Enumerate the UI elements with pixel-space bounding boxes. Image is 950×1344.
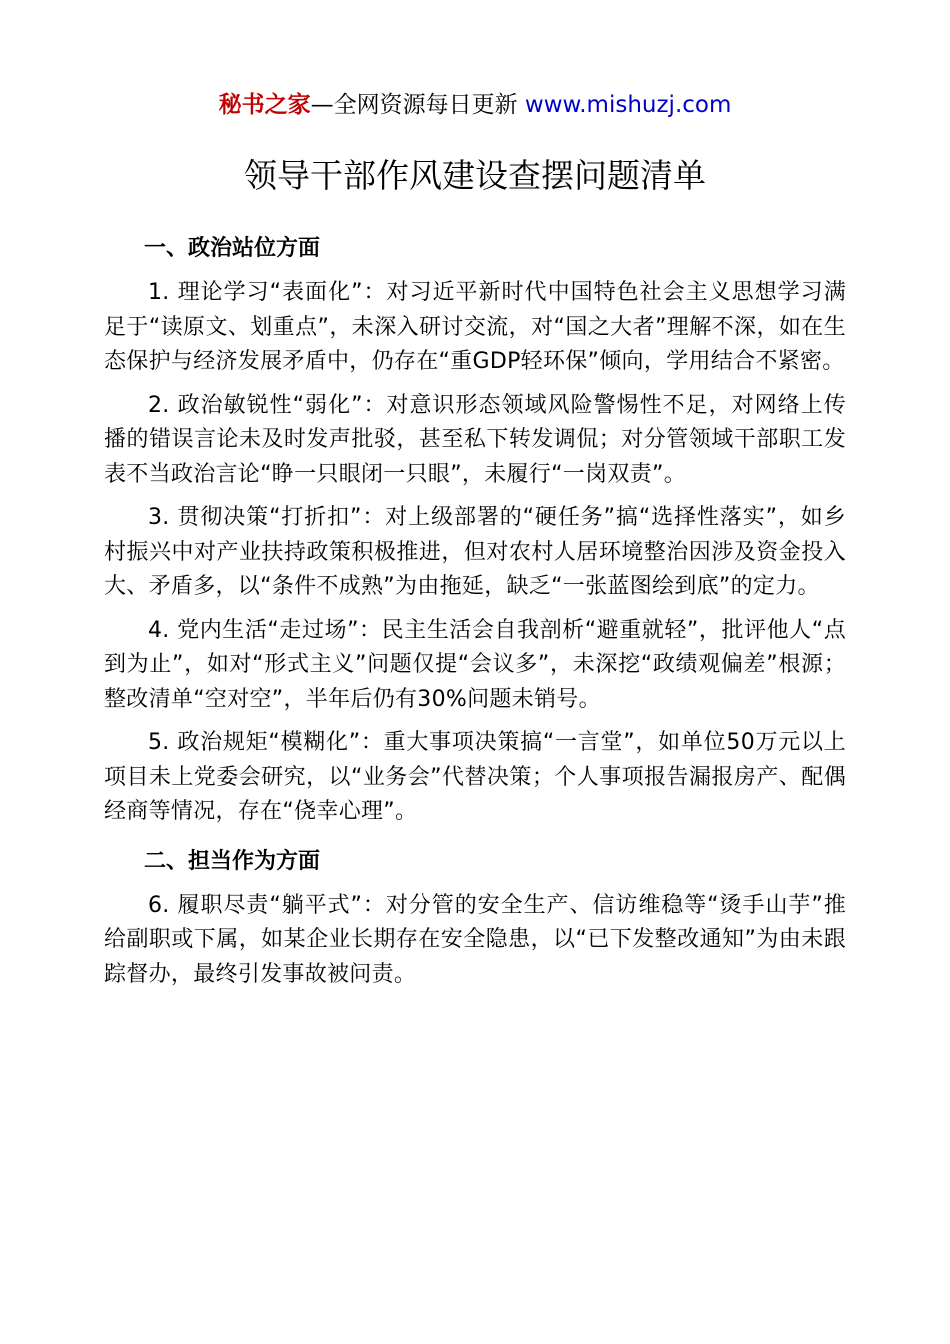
- list-item: 6. 履职尽责“躺平式”：对分管的安全生产、信访维稳等“烫手山芋”推给副职或下属，如某企业长期存在安全隐患，以“已下发整改通知”为由未跟踪督办，最终引发事故被问责。: [104, 892, 846, 987]
- section-heading-political: 一、政治站位方面: [144, 236, 321, 261]
- site-tagline: —全网资源每日更新: [310, 92, 518, 118]
- list-item: 4. 党内生活“走过场”：民主生活会自我剖析“避重就轻”，批评他人“点到为止”，如对“形式主义”问题仅提“会议多”，未深挖“政绩观偏差”根源；整改清单“空对空”，半年后仍有30%问题未销号。: [104, 617, 846, 712]
- section-heading-responsibility: 二、担当作为方面: [144, 848, 321, 874]
- list-item: 5. 政治规矩“模糊化”：重大事项决策搞“一言堂”，如单位50万元以上项目未上党委会研究，以“业务会”代替决策；个人事项报告漏报房产、配偶经商等情况，存在“侥幸心理”。: [104, 730, 846, 824]
- document-title: 领导干部作风建设查摆问题清单: [244, 156, 706, 195]
- site-url-link[interactable]: www.mishuzj.com: [524, 92, 732, 118]
- list-item: 2. 政治敏锐性“弱化”：对意识形态领域风险警惕性不足，对网络上传播的错误言论未及时发声批驳，甚至私下转发调侃；对分管领域干部职工发表不当政治言论“睁一只眼闭一只眼”，未履行“一岗双责”。: [104, 392, 846, 487]
- document-body: [104, 226, 846, 1001]
- site-name: 秘书之家: [218, 92, 311, 118]
- site-header: [0, 88, 950, 122]
- list-item: 3. 贯彻决策“打折扣”：对上级部署的“硬任务”搞“选择性落实”，如乡村振兴中对产业扶持政策积极推进，但对农村人居环境整治因涉及资金投入大、矛盾多，以“条件不成熟”为由拖延，缺乏“一张蓝图绘到底”的定力。: [104, 505, 846, 599]
- list-item: 1. 理论学习“表面化”：对习近平新时代中国特色社会主义思想学习满足于“读原文、划重点”，未深入研讨交流，对“国之大者”理解不深，如在生态保护与经济发展矛盾中，仍存在“重GDP轻环保”倾向，学用结合不紧密。: [104, 280, 846, 374]
